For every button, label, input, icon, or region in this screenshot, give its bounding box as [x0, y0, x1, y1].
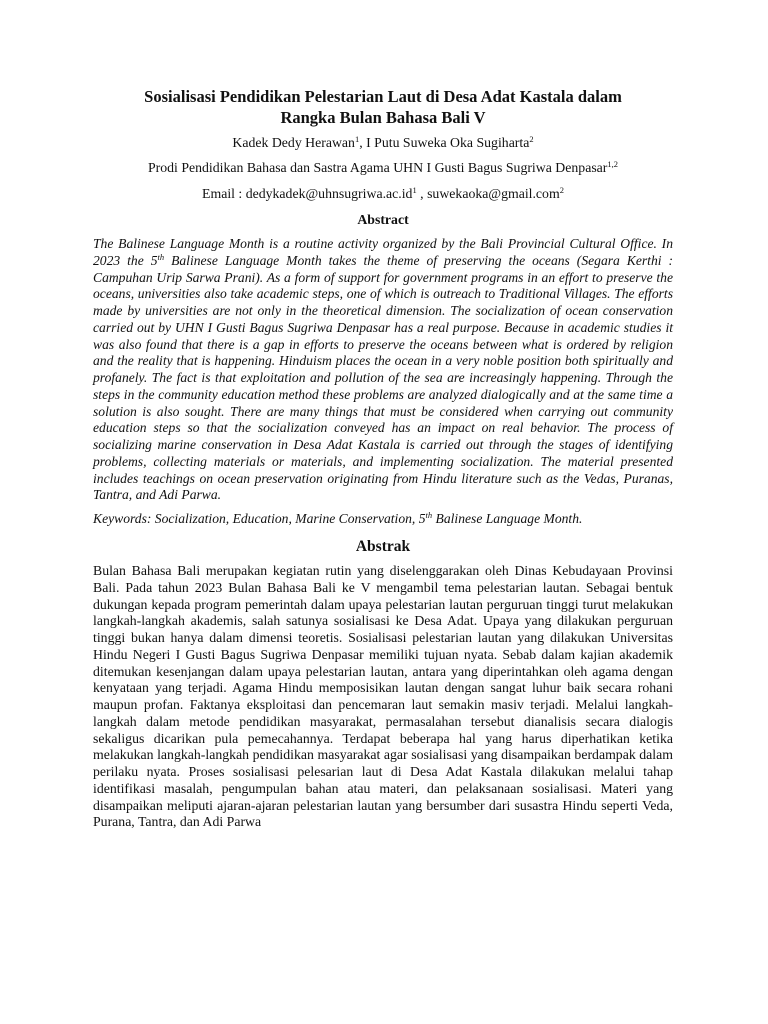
email-line — [93, 185, 673, 203]
abstract-ordinal-suffix: th — [157, 251, 165, 262]
paper-page — [93, 86, 673, 831]
abstract-text-part-1: The Balinese Language Month is a routine activity organized by the Bali Provincial Cultural Office. In 2023 the 5 — [93, 236, 673, 268]
email-2-mark: 2 — [559, 185, 564, 195]
email-2: suwekaoka@gmail.com — [427, 186, 560, 201]
abstrak-heading: Abstrak — [355, 538, 411, 555]
author-list — [93, 134, 673, 152]
author-1-affiliation-mark: 1 — [354, 134, 360, 144]
paper-title — [93, 86, 673, 128]
abstract-heading: Abstract — [357, 212, 409, 227]
keywords-text-part-2: Balinese Language Month. — [432, 511, 583, 526]
abstract-body — [93, 236, 673, 504]
author-2-affiliation-mark: 2 — [529, 134, 534, 144]
abstrak-body: Bulan Bahasa Bali merupakan kegiatan rutin yang diselenggarakan oleh Dinas Kebudayaan Provinsi Bali. Pada tahun 2023 Bulan Bahasa Bali ke V mengambil tema pelestarian lautan. Sebagai bentuk dukungan kepada program pemerintah dalam upaya pelestarian lautan perguruan tinggi turut melakukan langkah-langkah akademis, salah satunya sosialisasi ke Desa Adat. Upaya yang dilakukan perguruan tinggi bukan hanya dalam dimensi teoretis. Sosialisasi pelestarian lautan yang dilakukan Universitas Hindu Negeri I Gusti Bagus Sugriwa Denpasar memiliki tujuan nyata. Sebab dalam kajian akademik ditemukan kesenjangan dalam upaya pelestarian lautan, antara yang diperintahkan oleh agama dengan kenyataan yang terjadi. Agama Hindu memposisikan lautan dengan sangat luhur baik secara rohani maupun profan. Faktanya eksploitasi dan pencemaran laut semakin masiv terjadi. Melalui langkah-langkah dalam metode pendidikan masyarakat, permasalahan tersebut dianalisis secara dialogis sekaligus dicarikan pula pemecahannya. Terdapat beberapa hal yang harus diperhatikan ketika melakukan langkah-langkah pendidikan masyarakat agar sosialisasi yang disampaikan berdampak dalam perilaku nyata. Proses sosialisasi pelesarian laut di Desa Adat Kastala dilakukan melalui tahap identifikasi masalah, pengumpulan bahan atau materi, dan pelaksanaan sosialisasi. Materi yang disampaikan meliputi ajaran-ajaran pelestarian lautan yang bersumber dari susastra Hindu seperti Veda, Purana, Tantra, dan Adi Parwa — [93, 563, 673, 830]
author-separator: , — [359, 135, 367, 150]
affiliation — [93, 159, 673, 177]
keywords-ordinal-suffix: th — [425, 510, 433, 520]
email-separator: , — [416, 186, 428, 201]
author-1: Kadek Dedy Herawan — [232, 135, 355, 150]
keywords-text-part-1: Keywords: Socialization, Education, Marine Conservation, 5 — [93, 511, 426, 526]
affiliation-mark: 1,2 — [607, 159, 619, 169]
author-2: I Putu Suweka Oka Sugiharta — [366, 135, 530, 150]
affiliation-text: Prodi Pendidikan Bahasa dan Sastra Agama UHN I Gusti Bagus Sugriwa Denpasar — [147, 160, 608, 175]
email-1-mark: 1 — [412, 185, 417, 195]
paper-title-line-1: Sosialisasi Pendidikan Pelestarian Laut di Desa Adat Kastala dalam — [144, 87, 622, 106]
abstract-text-part-2: Balinese Language Month takes the theme of preserving the oceans (Segara Kerthi : Campuhan Urip Sarwa Prani). As a form of support for government programs in an effort to preserve the oceans, universities also take academic steps, one of which is outreach to Traditional Villages. The efforts made by universities are not only in the theoretical dimension. The socialization of ocean conservation carried out by UHN I Gusti Bagus Sugriwa Denpasar has a real purpose. Because in academic studies it was also found that there is a gap in efforts to preserve the oceans between what is ordered by religion and the reality that is happening. Hinduism places the ocean in a very noble position both spiritually and profanely. The fact is that exploitation and pollution of the sea are increasingly happening. Through the steps in the community education method these problems are analyzed dialogically and at the same time a solution is also sought. There are many things that must be considered when carrying out community education steps so that the socialization conveyed has an impact on real behavior. The process of socializing marine conservation in Desa Adat Kastala is carried out through the stages of identifying problems, collecting materials or materials, and implementing socialization. The material presented includes teachings on ocean preservation originating from Hindu literature such as the Vedas, Puranas, Tantra, and Adi Parwa. — [93, 252, 674, 503]
keywords — [93, 510, 673, 527]
email-1: dedykadek@uhnsugriwa.ac.id — [245, 186, 413, 201]
paper-title-line-2: Rangka Bulan Bahasa Bali V — [280, 108, 486, 127]
email-prefix: Email : — [202, 186, 246, 201]
